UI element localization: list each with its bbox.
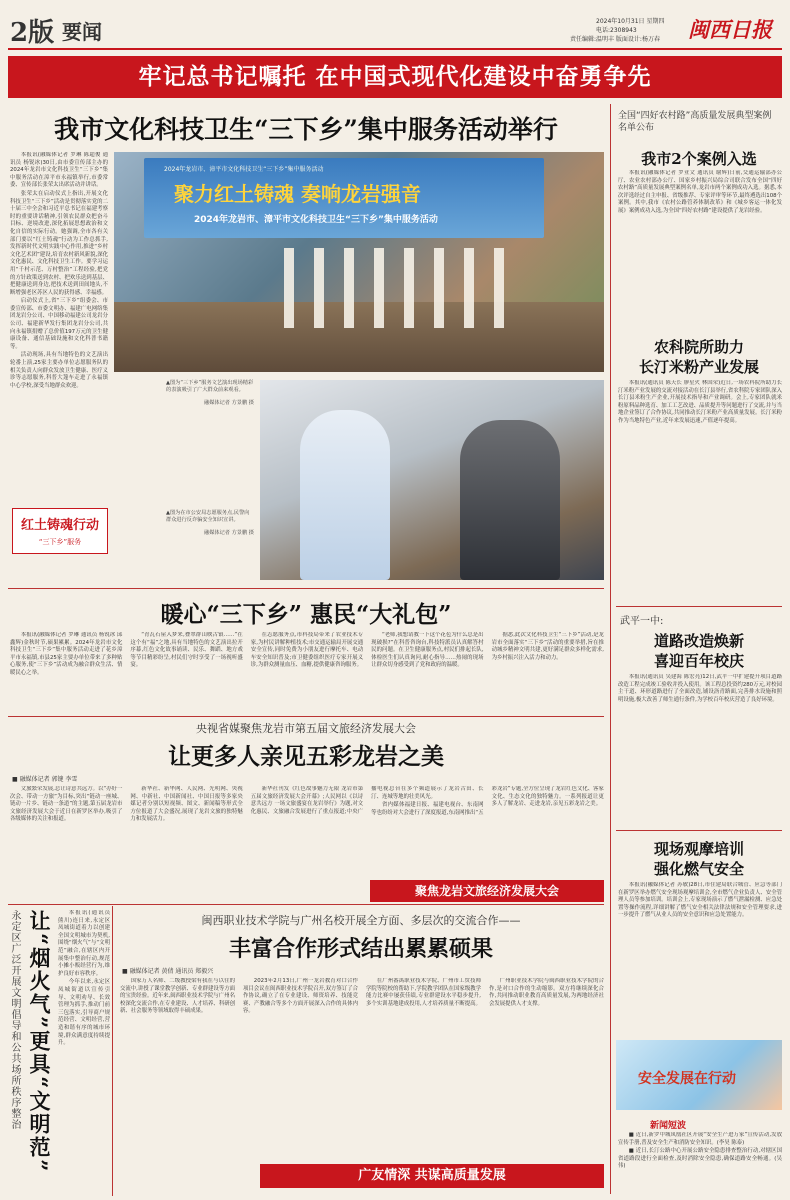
caption1-text: ▲图为“三下乡”服务文艺演出现场精彩的表演吸引了广大群众前来观看。 <box>166 380 254 393</box>
vertical-text <box>58 910 110 1195</box>
fourth-kicker: 闽西职业技术学院与广州名校开展全方面、多层次的交流合作—— <box>201 914 521 927</box>
safety-banner-text: 安全发展在行动 <box>638 1071 736 1087</box>
safety-banner <box>616 1040 782 1110</box>
police-service-photo <box>260 380 604 580</box>
fourth-text <box>120 978 604 1158</box>
item2-para: 本报讯(通讯员 陈天长 廖星火 林国荣)近日,一场农科院所助力长汀米粉产业发展的交流对接活动在长汀县举行,省农科院专家团队深入长汀县米粉生产企业,开展技术指导和产业调研。会上,专家团队就米粉原料品种选育、加工工艺改进、品质提升等问题进行了交流,并与当地企业签订了合作协议,共同推动长汀米粉产业高质量发展。长汀米粉作为当地特色产业,近年来发展迅速,产值逐年提高。 <box>618 380 782 424</box>
slogan-banner <box>8 56 782 98</box>
item4-headline-2: 强化燃气安全 <box>653 860 744 878</box>
divider <box>8 904 604 905</box>
paper-logo: 闽西日报 <box>688 17 772 42</box>
logo-line1: 红土铸魂行动 <box>20 518 99 533</box>
second-para: 在志愿服务点,市科技局带来了农业技术专家,为村民讲解种植技术;市交通运输局开展交通安全宣传,同时免费为小朋友进行摩托车、电动车安全知识普及;市卫健委组织医疗专家开展义诊,为群众测量血压、血糖,提供健康咨询服务。 <box>250 632 364 669</box>
third-para: 新华社、新华网、人民网、光明网、央视网、中新社、中国新闻社、中国日报等多家央媒记者分别以短视频、图文、新闻稿等形式全方位报道了大会盛况,展现了龙岩文旅的独特魅力和发展活力。 <box>130 786 243 823</box>
fourth-byline: ■ 融媒体记者 黄倩 通讯员 郑毅兴 <box>122 968 214 975</box>
third-para: 文旅繁荣发展,总让诗意共远方。以“办好一次会、带动一方旅”为目标,突出“链动一座城、链动一片乡、链动一条道”的主题,第五届龙岩市文旅经济发展大会于近日在新罗区举办,吸引了各级媒体的关注和报道。 <box>10 786 123 823</box>
item1-para: 本报讯(融媒体记者 罗亚文 通讯员 谢辉)日前,交通运输部办公厅、农业农村部办公厅、国家乡村振兴局综合司联合发布全国“四好农村路”高质量发展典型案例名单,龙岩市两个案例成功入选。据悉,本次评选经过自主申报、省级推荐、专家评审等环节,最终遴选出108个案例。其中,我市《农村公路管养体制改革》和《城乡客运一体化发展》案例成功入选,为全国“四好农村路”建设提供了龙岩经验。 <box>618 170 782 214</box>
vertical-headline: 让“烟火气”更具“文明范” <box>27 910 52 1174</box>
item1-text <box>618 170 782 330</box>
item4-para: 本报讯(融媒体记者 苏敏)28日,市住建局联合城管、应急等部门在新罗区举办燃气安全现场观摩培训会,全市燃气企业负责人、安全管理人员等参加培训。培训会上,专家现场演示了燃气泄漏检测、应急处置等操作流程,详细讲解了燃气安全相关法律法规和安全管理要求,进一步提升了燃气从业人员的安全意识和应急处置能力。 <box>618 882 782 919</box>
vertical-para: 本报讯(通讯员 熊川)连日来,永定区凤城街道着力以创建全国文明城市为契机,围绕“烟火气”与“文明范”融合,在辖区内开展集中整治行动,规范小摊小贩经营行为,维护良好市容秩序。 <box>58 910 110 977</box>
fourth-para: 广州职业技术学院与闽西职业技术学院的合作,是对口合作的生动缩影。双方将继续深化合作,共同推动职业教育高质量发展,为两地经济社会发展提供人才支撑。 <box>489 978 604 1007</box>
news-label: 新闻短波 <box>650 1121 687 1131</box>
section-name: 要闻 <box>62 20 102 44</box>
item2-headline-1: 农科院所助力 <box>653 338 744 356</box>
divider <box>616 830 782 831</box>
fourth-headline: 丰富合作形式结出累累硕果 <box>228 936 493 962</box>
photo-caption-2 <box>166 510 254 537</box>
photo-caption-1 <box>166 380 254 407</box>
second-headline: 暖心“三下乡” 惠民“大礼包” <box>160 601 452 628</box>
third-headline: 让更多人亲见五彩龙岩之美 <box>168 743 444 770</box>
fourth-section-label: 广友情深 共谋高质量发展 <box>260 1164 604 1188</box>
slogan-text: 牢记总书记嘱托 在中国式现代化建设中奋勇争先 <box>138 63 652 90</box>
third-para: 新华社刊发《红色故事魅力无限 龙岩市第五届文旅经济发展大会开幕》;人民网以《以诗意共远方 一场文旅盛宴在龙岩举行》为题,对文化惠民、文旅融合发展进行了重点报道;中央广播电视总台在多个频道展示了龙岩古田、长汀、连城等地的壮美风光。 <box>250 786 484 815</box>
date-line: 2024年10月31日 星期四 <box>596 18 665 25</box>
third-section-label: 聚焦龙岩文旅经济发展大会 <box>370 880 604 902</box>
item3-para: 本报讯(通讯员 吴建海 陈宏亮)12日,武平一中扩建提升项目道路改造工程完成竣工验收并投入使用。该工程总投资约280万元,对校园主干道、环形道路进行了全面改造,铺设沥青路面,完善排水设施和照明设施,极大改善了师生通行条件,为学校百年校庆营造了良好环境。 <box>618 674 782 703</box>
second-para: “青瓦石屋入梦来,叠翠群山映古镇……”在这个有“福”之地,具有当地特色的文艺演出拉开序幕,红色文化故事诵读、民乐、舞蹈、地方戏等节目精彩纷呈,村民们守时享受了一场视听盛宴。 <box>130 632 243 669</box>
item1-kicker: 全国“四好农村路”高质量发展典型案例名单公布 <box>618 111 772 133</box>
fourth-para: 2023年2月13日,广州一龙岩教育对口合作项目会议在闽西职业技术学院召开,双方签订了合作协议,确立了在专业建设、师资培养、技能竞赛、产教融合等多个方面开展深入合作的具体内容。 <box>243 978 358 1015</box>
vertical-subhead: 永定区广泛开展文明倡导和公共场所秩序整治 <box>9 910 20 1130</box>
officer-figure <box>300 410 390 580</box>
fourth-para: 国家万人名师、二级教授梁有我在与以往的交流中,讲授了课堂教学创新、专业群建设等方面的宝贵经验。近年来,闽西职业技术学院与广州名校深化交流合作,在专业建设、人才培养、科研创新、社会服务等领域取得丰硕成果。 <box>120 978 235 1015</box>
lead-byline: 本报讯(融媒体记者 罗琳 陈超俊 通讯员 杨锐冰)30日,由市委宣传部主办的2024年龙岩市文化科技卫生“三下乡”集中服务活动在漳平市永福镇举行,市委常委、宣传部长张荣太出席活动并讲话。 <box>10 152 108 189</box>
second-text <box>10 632 604 714</box>
divider <box>112 906 113 1196</box>
item2-text <box>618 380 782 600</box>
caption1-credit: 融媒体记者 方景鹏 摄 <box>204 400 254 406</box>
page-label: 2版 <box>10 18 55 48</box>
news-item: ■ 近日,长汀公路中心开展公路安全隐患排查整治行动,对辖区国省道路段进行全面检查,及时消除安全隐患,确保道路安全畅通。(吴 伟) <box>618 1148 782 1170</box>
lead-para: 活动现场,具有当地特色的文艺演出轮番上演,25家主要办单位志愿服务队的相关负责人向群众发放卫生健康、医疗义诊等志愿服务,科普大篷车走进了永福镇中心学校,深受当地群众欢迎。 <box>10 352 108 389</box>
lead-text <box>10 152 108 652</box>
third-text <box>10 786 604 886</box>
photo-small-banner: 2024年龙岩市、漳平市文化科技卫生“三下乡”集中服务活动 <box>164 166 324 173</box>
lead-headline: 我市文化科技卫生“三下乡”集中服务活动举行 <box>54 115 558 144</box>
third-kicker: 央视省媒聚焦龙岩市第五届文旅经济发展大会 <box>196 722 416 735</box>
photo-title2: 2024年龙岩市、漳平市文化科技卫生“三下乡”集中服务活动 <box>194 215 438 225</box>
lead-para: 张荣太在启动仪式上指出,开展文化科技卫生“三下乡”活动是贯彻落实党的二十届三中全会和习近平总书记在福建考察时的重要讲话精神,引领农民群众把奋斗目标、逆境改进,深化拓展思想政治和文化自信的实际行动。她强调,全市各有关部门要以“红土铸魂”行动为工作总抓手,发挥新时代文明实践中心作用,推进“乡村文化艺术团”建设,培育农村新风新貌,深化文化惠民、文化科技卫生工作。要学习运用“千村示范、万村整治”工程经验,把党的方针政策送到农村、把欢乐送到基层、把健康送到身边,把技术送到田间地头,不断增强老区苏区人民的获得感、幸福感。 <box>10 190 108 296</box>
second-para: “老师,我想请教一下这个花苞为什么总是出现破损?”在科普咨询台,科技特派员认真解答村民的问题。在卫生健康服务点,村民们排起长队,体检医生们认真询问,耐心指导……热闹的现场让群众切身感受到了党和政府的温暖。 <box>371 632 484 669</box>
lead-para: 启动仪式上,省“三下乡”组委会、市委宣传部、市委文明办、福建广电网络集团龙岩分公司、中国移动福建公司龙岩分公司、福建新华发行集团龙岩分公司,共向永福镇捐赠了总价值197万元的卫生健康设备、通信基础设施和文化科普书籍等。 <box>10 298 108 350</box>
vertical-para: 今年以来,永定区凤城街道以宣传引导、文明劝导、长效管理为抓手,推动门前三包落实,引导商户规范经营、文明经营,营造和谐有序的城市环境,群众满意度持续提升。 <box>58 979 110 1047</box>
masthead <box>0 0 790 58</box>
performance-photo <box>114 152 604 372</box>
dancers <box>284 248 504 328</box>
second-para: 据悉,此次文化科技卫生“三下乡”活动,是龙岩市全面落实“三下乡”活动的重要举措,旨在推动城乡精神文明共建,更好满足群众多样化需求,为乡村振兴注入活力和动力。 <box>491 632 604 661</box>
caption2-credit: 融媒体记者 方景鹏 摄 <box>204 530 254 536</box>
third-para: 省内媒体福建日报、福建电视台、东南网等也纷纷对大会进行了深度报道,东南网推出“五彩龙岩”专题,全方位呈现了龙岩红色文化、客家文化、生态文化的独特魅力。一系列报道让更多人了解龙岩、走进龙岩,亲见五彩龙岩之美。 <box>371 786 604 816</box>
divider <box>8 588 604 589</box>
divider <box>8 716 604 717</box>
villager-figure <box>460 420 560 580</box>
item4-text <box>618 882 782 1032</box>
item3-text <box>618 674 782 824</box>
item3-kicker: 武平一中: <box>620 616 664 627</box>
column-divider <box>610 104 611 1194</box>
news-shorts <box>618 1132 782 1196</box>
red-soil-logo <box>12 508 108 554</box>
divider <box>616 606 782 607</box>
item3-headline-1: 道路改造焕新 <box>653 632 744 650</box>
logo-line2: “三下乡”服务 <box>38 538 82 546</box>
item1-headline: 我市2个案例入选 <box>641 150 757 168</box>
editors-line: 责任编辑:温明丰 版面设计:杨万春 <box>570 36 660 43</box>
news-item: ■ 近日,新罗中城凤凰社区开展“安全生产进万家”宣传活动,发放宣传手册,普及安全生产和消防安全知识。(李昊 陈泰) <box>618 1132 782 1146</box>
phone-line: 电话:2308943 <box>596 27 637 34</box>
fourth-para: 在广州番禺职业技术学院、广州市工贸技师学院等院校的帮助下,学院教学团队在国家级教学能力比赛中屡获佳绩,专业群建设水平稳步提升,多个实训基地建成投用,人才培养质量不断提高。 <box>366 978 481 1007</box>
masthead-rule <box>8 48 782 50</box>
caption2-text: ▲图为在市公安局志愿服务点,民警向群众进行反诈骗安全知识宣讲。 <box>166 510 250 523</box>
photo-title1: 聚力红土铸魂 奏响龙岩强音 <box>174 182 421 206</box>
third-byline: ■ 融媒体记者 郭键 李雪 <box>12 776 78 783</box>
item4-headline-1: 现场观摩培训 <box>653 840 744 858</box>
item3-headline-2: 喜迎百年校庆 <box>653 652 744 670</box>
second-para: 本报讯(融媒体记者 罗琳 通讯员 杨锐冰 邱鑫辉)金秋时节,硕果累累。2024年龙岩市文化科技卫生“三下乡”集中服务活动走进了花乡漳平市永福镇,市县25家主要办单位带来了多种贴心服务,使“三下乡”活动成为融合群众生活、情暖民心之举。 <box>10 632 123 676</box>
item2-headline-2: 长汀米粉产业发展 <box>638 358 759 376</box>
